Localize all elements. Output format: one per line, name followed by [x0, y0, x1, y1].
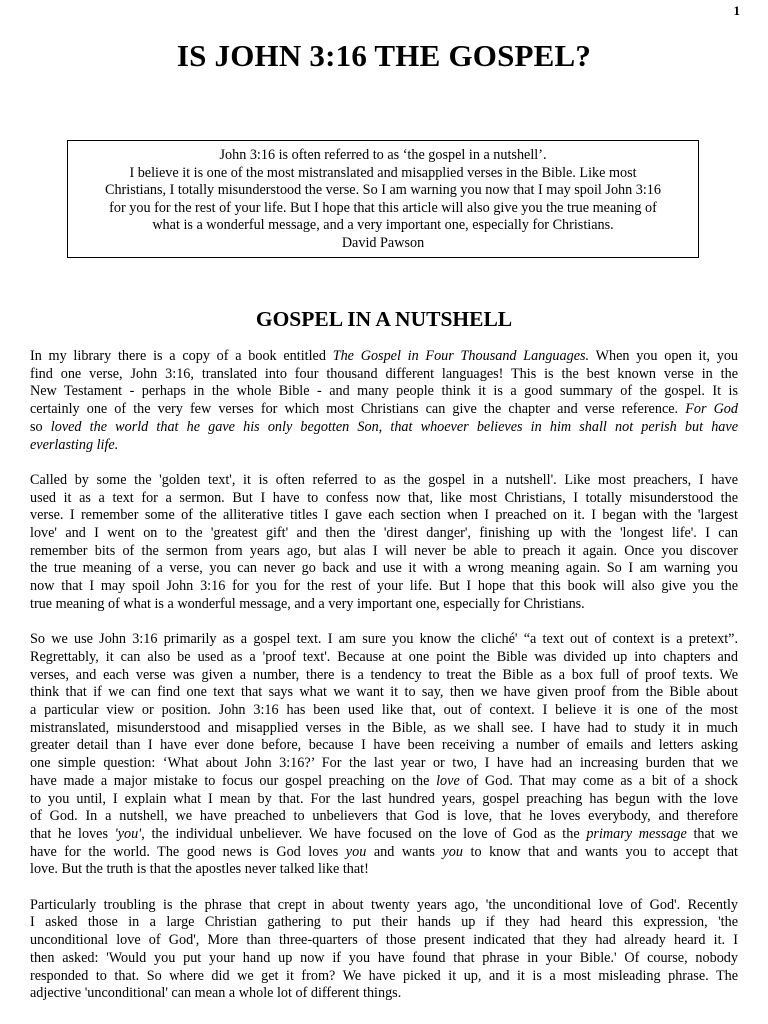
text-run: have for the world. The good news is God loves [30, 843, 346, 860]
paragraph-line [30, 968, 738, 986]
section-heading: GOSPEL IN A NUTSHELL [255, 307, 513, 331]
paragraph [30, 472, 738, 614]
paragraph-line [30, 401, 738, 419]
italic-text: love [436, 772, 460, 789]
text-run: greater detail than I have ever done before, because I have been receiving a number of emails and letters asking [30, 737, 738, 754]
text-run: true meaning of what is a wonderful message, and a very important one, especially for Christians. [30, 595, 585, 612]
page-title: IS JOHN 3:16 THE GOSPEL? [176, 38, 592, 73]
text-run: love' and I went on to the 'greatest gift' and then the 'direst danger', finishing up with the 'longest life'. I can [30, 525, 738, 542]
paragraph-line [30, 383, 738, 401]
paragraph-line [30, 437, 738, 455]
italic-text: loved the world that he gave his only begotten Son, that whoever believes in him shall not perish but have [50, 418, 738, 435]
italic-text: primary message [586, 825, 687, 842]
abstract-line: John 3:16 is often referred to as ‘the gospel in a nutshell’. [219, 147, 547, 163]
text-run: adjective 'unconditional' can mean a whole lot of different things. [30, 985, 402, 1002]
text-run: , the individual unbeliever. We have focused on the love of God as the [141, 825, 587, 842]
text-run: remember bits of the sermon from years ago, but alas I will never be able to preach it again. Once you discover [30, 542, 738, 559]
paragraph-line [30, 667, 738, 685]
paragraph [30, 348, 738, 454]
abstract-box [67, 140, 699, 258]
text-run: and wants [366, 843, 443, 860]
body-text [30, 348, 738, 1021]
text-run: unconditional love of God', More than three-quarters of those present indicated that they had already heard it. I [30, 932, 738, 949]
text-run: mistranslated, misunderstood and misapplied verses in the Bible, as we shall see. I have had to study it in much [30, 719, 738, 736]
text-run: responded to that. So where did we get it from? We have picked it up, and it is a most misleading phrase. The [30, 967, 738, 984]
text-run: I asked those in a large Christian gathering to put their hands up if they had heard this expression, 'the [30, 914, 738, 931]
text-run: When you open it, you [589, 348, 739, 364]
paragraph-line [30, 861, 738, 879]
text-run: a particular view or position. John 3:16 has been used like that, out of context. I believe it is one of the most [30, 702, 738, 719]
text-run: so [30, 418, 51, 435]
paragraph-line [30, 366, 738, 384]
italic-text: you [442, 843, 463, 860]
paragraph-line [30, 897, 738, 915]
text-run: then asked: 'Would you put your hand up now if you have found that phrase in your Bible.' Of course, nobody [30, 949, 738, 966]
abstract-line: what is a wonderful message, and a very important one, especially for Christians. [152, 217, 614, 234]
paragraph-line [30, 419, 738, 437]
text-run: of God. In a nutshell, we have preached to unbelievers that God is love, that he loves everybody, and therefore [30, 808, 738, 825]
paragraph-line [30, 826, 738, 844]
paragraph-line [30, 844, 738, 862]
abstract-line: for you for the rest of your life. But I hope that this article will also give you the true meaning of [109, 199, 657, 216]
paragraph-line [30, 525, 738, 543]
text-run: that we [686, 825, 738, 842]
abstract-line: Christians, I totally misunderstood the verse. So I am warning you now that I may spoil John 3:16 [104, 182, 661, 199]
text-run: New Testament - perhaps in the whole Bible - and many people think it is a good summary of the gospel. It is [30, 383, 738, 400]
italic-text: The Gospel in Four Thousand Languages. [332, 348, 590, 364]
text-run: Regrettably, it can also be used as a 'proof text'. Because at one point the Bible was divided up into chapters and [30, 648, 738, 665]
text-run: have made a major mistake to focus our gospel preaching on the [30, 772, 437, 789]
text-run: used it as a text for a sermon. But I have to confess now that, like most Christians, I totally misunderstood the [30, 489, 738, 506]
paragraph-line [30, 507, 738, 525]
paragraph-line [30, 596, 738, 614]
paragraph-line [30, 649, 738, 667]
text-run: that he loves [30, 825, 115, 842]
italic-text: 'you' [114, 825, 142, 842]
text-run: of God. That may come as a bit of a shock [459, 772, 738, 789]
text-run: now that I may spoil John 3:16 for you for the rest of your life. But I hope that this book will also give you the [30, 578, 738, 595]
paragraph [30, 897, 738, 1003]
italic-text: you [345, 843, 367, 860]
text-run: verse. I remember some of the alliterative titles I gave each section when I preached on it. I began with the 'largest [30, 507, 738, 524]
italic-text: everlasting life. [30, 436, 119, 453]
paragraph-line [30, 578, 738, 596]
paragraph-line [30, 490, 738, 508]
text-run: love. But the truth is that the apostles never talked like that! [30, 861, 369, 878]
paragraph-line [30, 755, 738, 773]
text-run: Called by some the 'golden text', it is often referred to as the gospel in a nutshell'. Like most preachers, I have [30, 471, 738, 488]
paragraph-line [30, 720, 738, 738]
paragraph-line [30, 684, 738, 702]
paragraph-line [30, 631, 738, 649]
paragraph-line [30, 543, 738, 561]
paragraph-line [30, 737, 738, 755]
paragraph-line [30, 472, 738, 490]
paragraph-line [30, 950, 738, 968]
page-number: 1 [733, 3, 740, 18]
text-run: find one verse, John 3:16, translated into four thousand different languages! This is the best known verse in the [30, 365, 738, 382]
paragraph-line [30, 791, 738, 809]
abstract-line: I believe it is one of the most mistranslated and misapplied verses in the Bible. Like most [129, 164, 637, 181]
paragraph [30, 631, 738, 879]
paragraph-line [30, 808, 738, 826]
paragraph-line [30, 348, 738, 366]
text-run: In my library there is a copy of a book entitled [30, 348, 333, 364]
text-run: to you until, I explain what I mean by that. For the last hundred years, gospel preaching has begun with the love [30, 790, 738, 807]
text-run: certainly one of the very few verses for which most Christians can give the chapter and verse reference. [30, 401, 686, 418]
text-run: verses, and each verse was given a number, there is a tendency to treat the Bible as a box full of proof texts. We [30, 666, 738, 683]
text-run: the true meaning of a verse, you can never go back and use it with a wrong meaning again. So I am warning you [30, 560, 738, 577]
paragraph-line [30, 560, 738, 578]
text-run: Particularly troubling is the phrase that crept in about twenty years ago, 'the unconditional love of God'. Recently [30, 896, 738, 913]
text-run: So we use John 3:16 primarily as a gospel text. I am sure you know the cliché' “a text out of context is a pretext”. [30, 631, 738, 648]
abstract-author: David Pawson [341, 234, 425, 251]
paragraph-line [30, 932, 738, 950]
italic-text: For God [685, 401, 738, 418]
paragraph-line [30, 702, 738, 720]
paragraph-line [30, 914, 738, 932]
text-run: think that if we can find one text that says what we want it to say, then we have given proof from the Bible about [30, 684, 738, 701]
text-run: one simple question: ‘What about John 3:16?’ For the last year or two, I have had an increasing burden that we [30, 755, 738, 772]
paragraph-line [30, 985, 738, 1003]
paragraph-line [30, 773, 738, 791]
text-run: to know that and wants you to accept that [462, 843, 738, 860]
